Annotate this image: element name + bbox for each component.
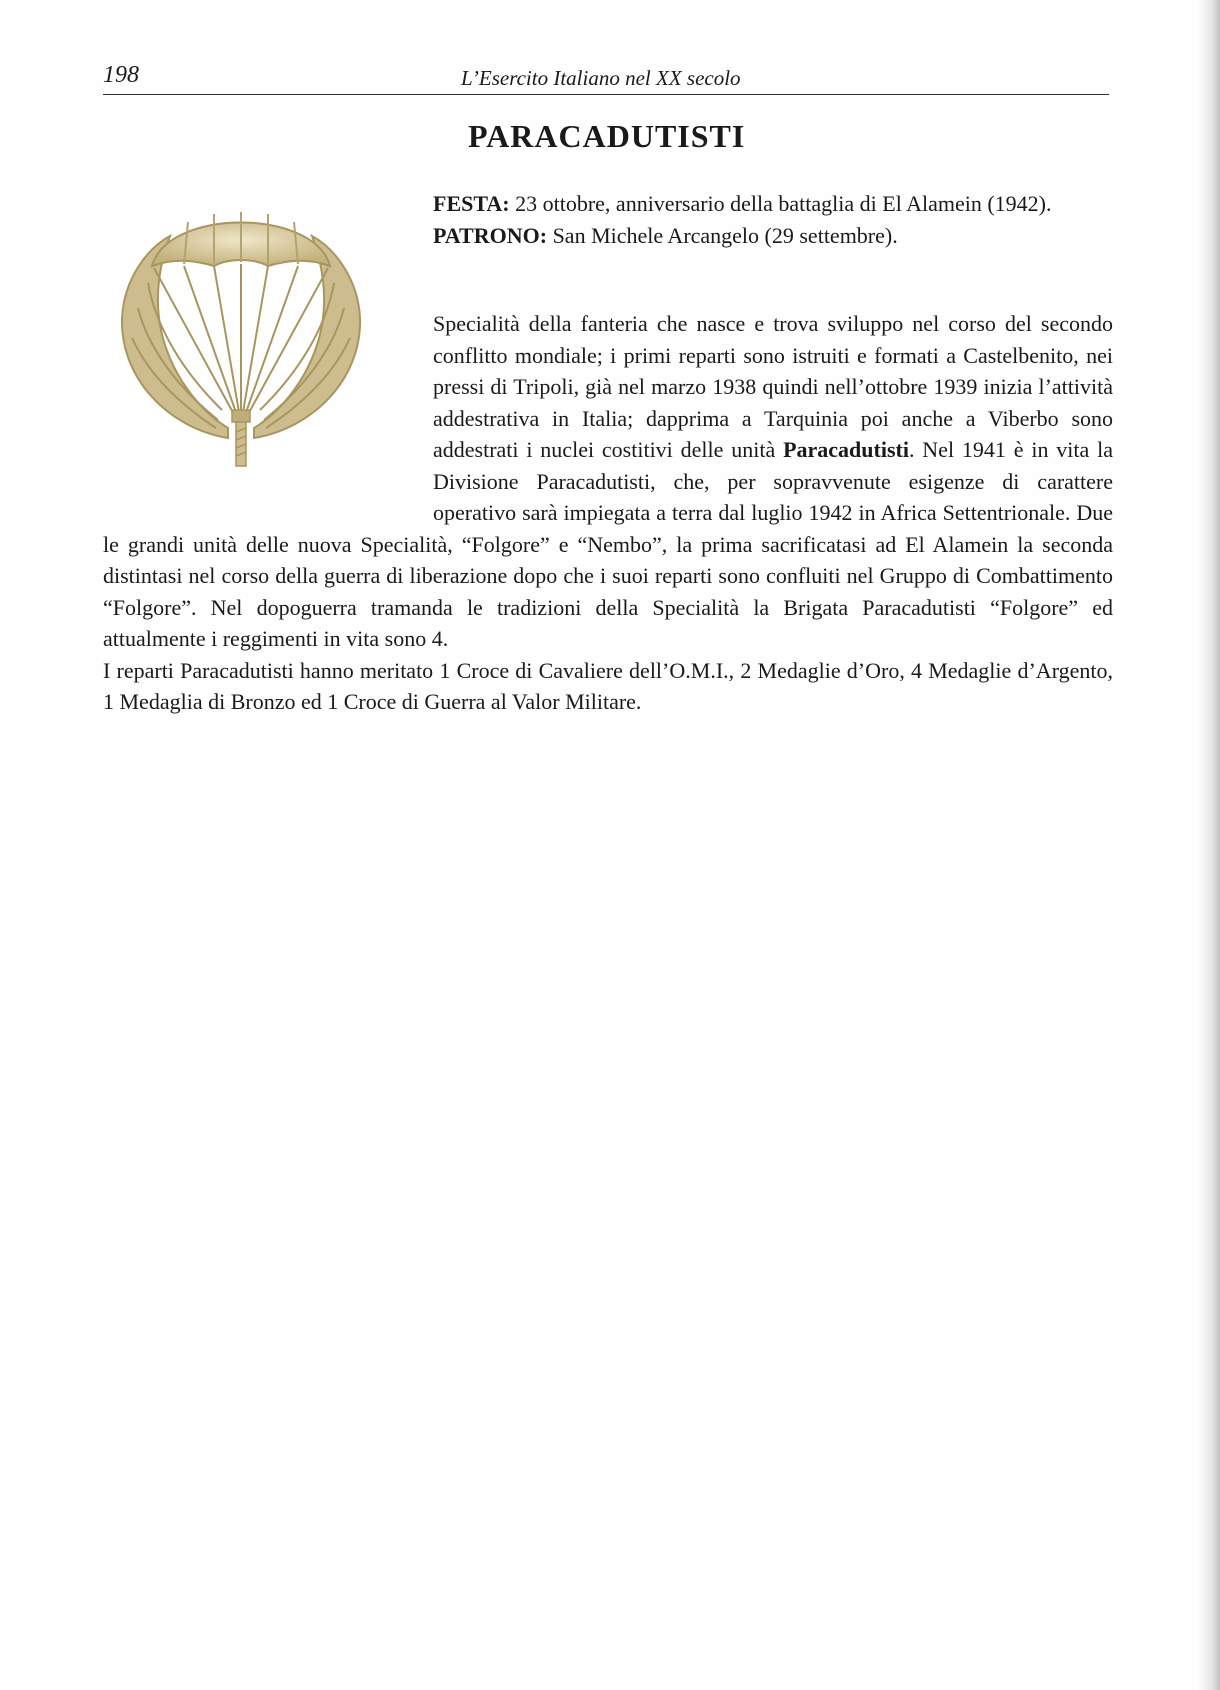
body-p1-part2: . Nel 1941 è in vita la Divisione Paracadutisti, che, per sopravvenute esigenze di carattere operativo sarà impiegata a terra dal luglio 1942 in Africa Settentrionale. Due le grandi unità delle nuova Specialità, “Folgore” e “Nembo”, la prima sacrificatasi ad El Alamein la seconda distintasi nel corso della guerra di liberazione dopo che i suoi reparti sono confluiti nel Gruppo di Combattimento “Folgore”. Nel dopoguerra tramanda le tradizioni della Specialità la Brigata Paracadutisti “Folgore” ed attualmente i reggimenti in vita sono 4. <box>103 437 1113 651</box>
page-spine-shadow <box>1198 0 1220 1690</box>
body-p1-bold: Paracadutisti <box>783 437 909 462</box>
emblem-wrap-space <box>103 308 433 520</box>
book-title: L’Esercito Italiano nel XX secolo <box>461 66 741 90</box>
body-p1-part1: Specialità della fanteria che nasce e trova sviluppo nel corso del secondo conflitto mondiale; i primi reparti sono istruiti e formati a Castelbenito, nei pressi di Tripoli, già nel marzo 1938 quindi nell’ottobre 1939 inizia l’attività addestrativa in Italia; dapprima a Tarquinia poi anche a Viberbo sono addestrati i nuclei costitivi delle unità <box>433 311 1113 462</box>
festa-text: 23 ottobre, anniversario della battaglia di El Alamein (1942). <box>515 191 1052 216</box>
body-paragraph-2: I reparti Paracadutisti hanno meritato 1 Croce di Cavaliere dell’O.M.I., 2 Medaglie d’Oro, 4 Medaglie d’Argento, 1 Medaglia di Bronzo ed 1 Croce di Guerra al Valor Militare. <box>103 657 1113 714</box>
patrono-label: PATRONO: <box>433 223 548 248</box>
page-number: 198 <box>103 62 139 88</box>
patrono-line <box>433 220 1113 252</box>
running-header <box>103 60 1109 95</box>
patrono-text: San Michele Arcangelo (29 settembre). <box>552 223 898 248</box>
lead-block <box>433 188 1113 252</box>
festa-label: FESTA: <box>433 191 510 216</box>
body-text <box>103 308 1113 718</box>
section-title: PARACADUTISTI <box>468 118 746 154</box>
festa-line <box>433 188 1113 220</box>
